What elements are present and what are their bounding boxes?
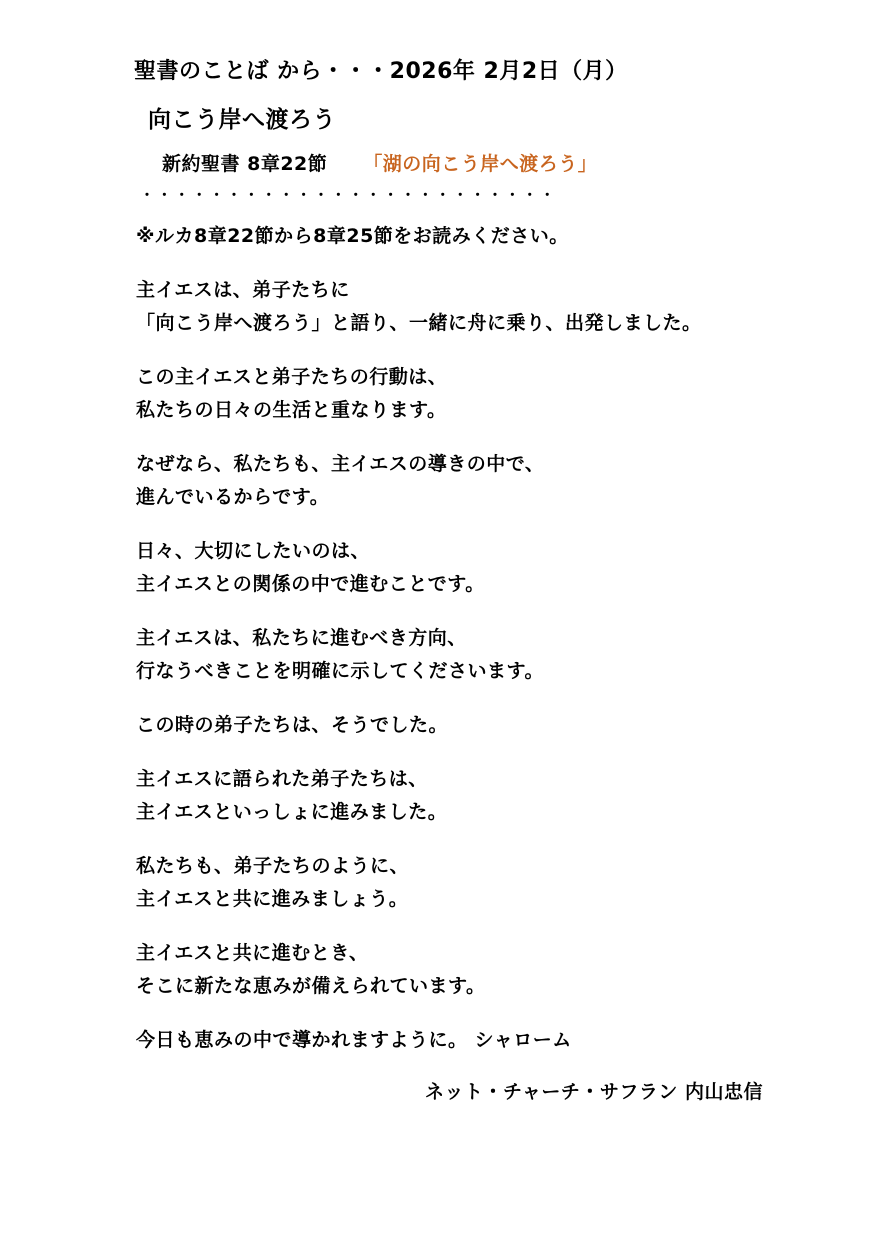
dotted-separator: ・・・・・・・・・・・・・・・・・・・・・・・・ bbox=[140, 188, 558, 204]
closing-blessing: 今日も恵みの中で導かれますように。 シャローム bbox=[136, 1029, 572, 1051]
reading-instruction: ※ルカ8章22節から8章25節をお読みください。 bbox=[136, 225, 569, 247]
body-line: 主イエスに語られた弟子たちは、 bbox=[136, 768, 428, 790]
body-line: この主イエスと弟子たちの行動は、 bbox=[136, 366, 448, 388]
body-line: 私たちも、弟子たちのように、 bbox=[136, 855, 410, 877]
body-line: なぜなら、私たちも、主イエスの導きの中で、 bbox=[136, 453, 545, 475]
body-line: 主イエスは、私たちに進むべき方向、 bbox=[136, 627, 467, 649]
body-line: 行なうべきことを明確に示してくださいます。 bbox=[136, 660, 544, 682]
verse-reference-row bbox=[162, 152, 597, 176]
body-line: この時の弟子たちは、そうでした。 bbox=[136, 714, 449, 736]
verse-reference: 新約聖書 8章22節 bbox=[162, 153, 328, 175]
body-line: そこに新たな恵みが備えられています。 bbox=[136, 975, 486, 997]
body-line: 私たちの日々の生活と重なります。 bbox=[136, 399, 447, 421]
body-line: 進んでいるからです。 bbox=[136, 486, 330, 508]
date-heading: 聖書のことば から・・・2026年 2月2日（月） bbox=[134, 59, 628, 84]
signature: ネット・チャーチ・サフラン 内山忠信 bbox=[425, 1081, 764, 1103]
body-line: 主イエスと共に進むとき、 bbox=[136, 942, 369, 964]
body-line: 主イエスは、弟子たちに bbox=[136, 279, 350, 301]
body-line: 日々、大切にしたいのは、 bbox=[136, 540, 371, 562]
body-line: 主イエスとの関係の中で進むことです。 bbox=[136, 573, 485, 595]
page-title: 向こう岸へ渡ろう bbox=[148, 107, 336, 133]
body-line: 主イエスと共に進みましょう。 bbox=[136, 888, 409, 910]
verse-quote: 「湖の向こう岸へ渡ろう」 bbox=[363, 153, 598, 175]
body-line: 「向こう岸へ渡ろう」と語り、一緒に舟に乗り、出発しました。 bbox=[136, 312, 702, 334]
body-line: 主イエスといっしょに進みました。 bbox=[136, 801, 448, 823]
